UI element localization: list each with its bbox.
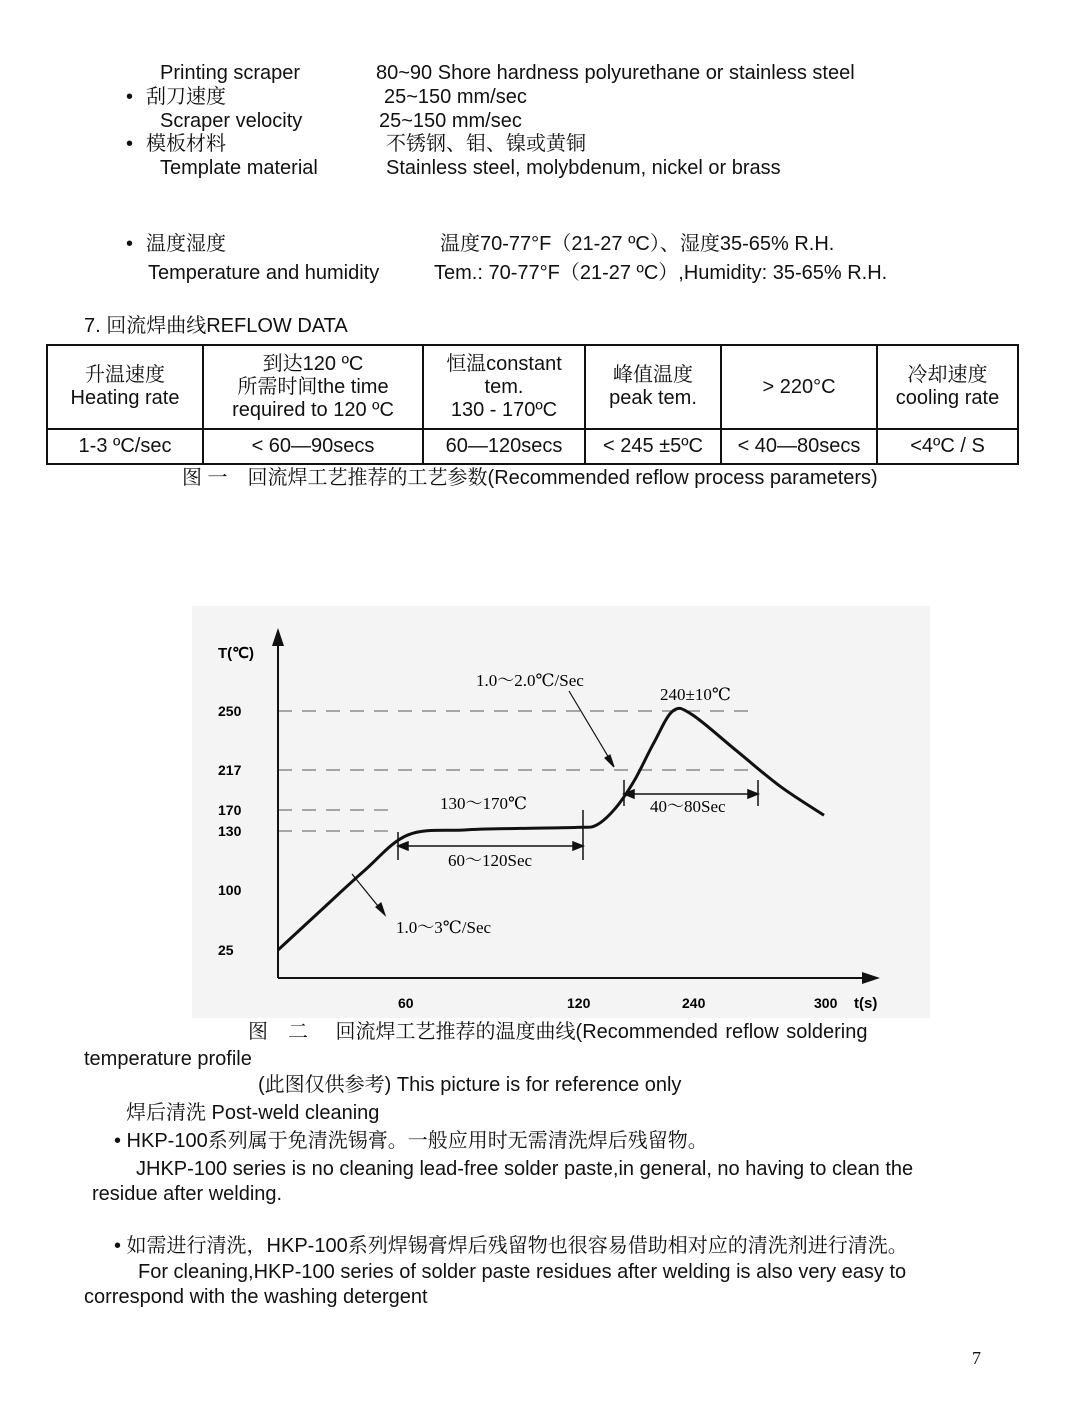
- y-axis-arrow: [272, 628, 284, 646]
- no-clean-cn: • HKP-100系列属于免清洗锡膏。一般应用时无需清洗焊后残留物。: [114, 1130, 708, 1152]
- cleaning-en-line2: correspond with the washing detergent: [84, 1286, 428, 1308]
- x-tick-label: 300: [814, 995, 838, 1011]
- annotation-soak-temp: 130～170℃: [440, 794, 528, 813]
- figure-2-caption: 图 二 回流焊工艺推荐的温度曲线(Recommended reflow soldering: [248, 1021, 868, 1043]
- temperature-value-cn: 温度70-77°F（21-27 ºC）、湿度35-65% R.H.: [440, 233, 835, 255]
- y-tick-label: 130: [218, 823, 242, 839]
- section-title: 7. 回流焊曲线REFLOW DATA: [84, 315, 348, 337]
- reflow-chart-panel: [192, 606, 930, 1018]
- value-cooling-rate: <4ºC / S: [877, 429, 1018, 464]
- temperature-curve: [278, 708, 824, 950]
- value-above-220: < 40—80secs: [721, 429, 877, 464]
- reference-note: (此图仅供参考) This picture is for reference only: [258, 1074, 682, 1096]
- preheat-rate-pointer: [352, 874, 385, 915]
- reflow-temperature-chart: [192, 606, 930, 1018]
- velocity-label-cn: • 刮刀速度: [146, 85, 226, 109]
- figure-1-caption: 图 一 回流焊工艺推荐的工艺参数(Recommended reflow process parameters): [182, 467, 878, 489]
- y-tick-label: 250: [218, 703, 242, 719]
- header-above-220: > 220°C: [721, 345, 877, 429]
- value-peak-temp: < 245 ±5ºC: [585, 429, 721, 464]
- template-label-en: Template material: [160, 157, 318, 179]
- no-clean-en-line1: JHKP-100 series is no cleaning lead-free solder paste,in general, no having to clean the: [136, 1158, 914, 1180]
- x-axis-arrow: [862, 972, 880, 984]
- no-clean-en-line2: residue after welding.: [92, 1183, 283, 1205]
- table-header-row: [47, 345, 1018, 429]
- template-value-en: Stainless steel, molybdenum, nickel or brass: [386, 157, 781, 179]
- cleaning-cn: • 如需进行清洗，HKP-100系列焊锡膏焊后残留物也很容易借助相对应的清洗剂进行清洗。: [114, 1235, 908, 1257]
- annotation-soak-time: 60～120Sec: [448, 851, 533, 870]
- velocity-value-en: 25~150 mm/sec: [379, 110, 522, 132]
- y-axis-label: T(℃): [218, 645, 254, 662]
- page-number: 7: [972, 1348, 981, 1368]
- temperature-label-cn: • 温度湿度: [146, 232, 226, 256]
- y-tick-label: 25: [218, 942, 234, 958]
- value-constant-temp: 60—120secs: [423, 429, 585, 464]
- scraper-label-en: Printing scraper: [160, 62, 301, 84]
- template-value-cn: 不锈钢、钼、镍或黄铜: [386, 133, 586, 155]
- annotation-time-above-217: 40～80Sec: [650, 797, 726, 816]
- figure-2-caption-cont: temperature profile: [84, 1048, 252, 1070]
- y-tick-label: 100: [218, 882, 242, 898]
- temperature-value-en: Tem.: 70-77°F（21-27 ºC）,Humidity: 35-65% R.H.: [434, 262, 888, 284]
- post-weld-title: 焊后清洗 Post-weld cleaning: [126, 1102, 380, 1124]
- value-heating-rate: 1-3 ºC/sec: [47, 429, 203, 464]
- x-tick-label: 120: [567, 995, 591, 1011]
- y-tick-label: 217: [218, 762, 242, 778]
- ramp-rate-pointer: [569, 691, 614, 767]
- x-tick-label: 240: [682, 995, 706, 1011]
- x-tick-label: 60: [398, 995, 414, 1011]
- temperature-label-en: Temperature and humidity: [148, 262, 380, 284]
- header-peak-temp: 峰值温度 peak tem.: [585, 345, 721, 429]
- y-tick-label: 170: [218, 802, 242, 818]
- annotation-preheat-rate: 1.0～3℃/Sec: [396, 918, 492, 937]
- cleaning-en-line1: For cleaning,HKP-100 series of solder paste residues after welding is also very easy to: [138, 1261, 907, 1283]
- reflow-data-table: [46, 344, 1019, 465]
- annotation-ramp-rate: 1.0～2.0℃/Sec: [476, 671, 584, 690]
- velocity-label-en: Scraper velocity: [160, 110, 303, 132]
- scraper-value: 80~90 Shore hardness polyurethane or stainless steel: [376, 62, 855, 84]
- annotation-peak-temp: 240±10℃: [660, 685, 731, 704]
- x-axis-label: t(s): [854, 995, 878, 1012]
- header-heating-rate: 升温速度 Heating rate: [47, 345, 203, 429]
- header-cooling-rate: 冷却速度 cooling rate: [877, 345, 1018, 429]
- header-constant-temp: 恒温constant tem. 130 - 170ºC: [423, 345, 585, 429]
- header-time-to-120: 到达120 ºC 所需时间the time required to 120 ºC: [203, 345, 423, 429]
- value-time-to-120: < 60—90secs: [203, 429, 423, 464]
- velocity-value-cn: 25~150 mm/sec: [384, 86, 527, 108]
- template-label-cn: • 模板材料: [146, 132, 226, 156]
- table-row: [47, 429, 1018, 464]
